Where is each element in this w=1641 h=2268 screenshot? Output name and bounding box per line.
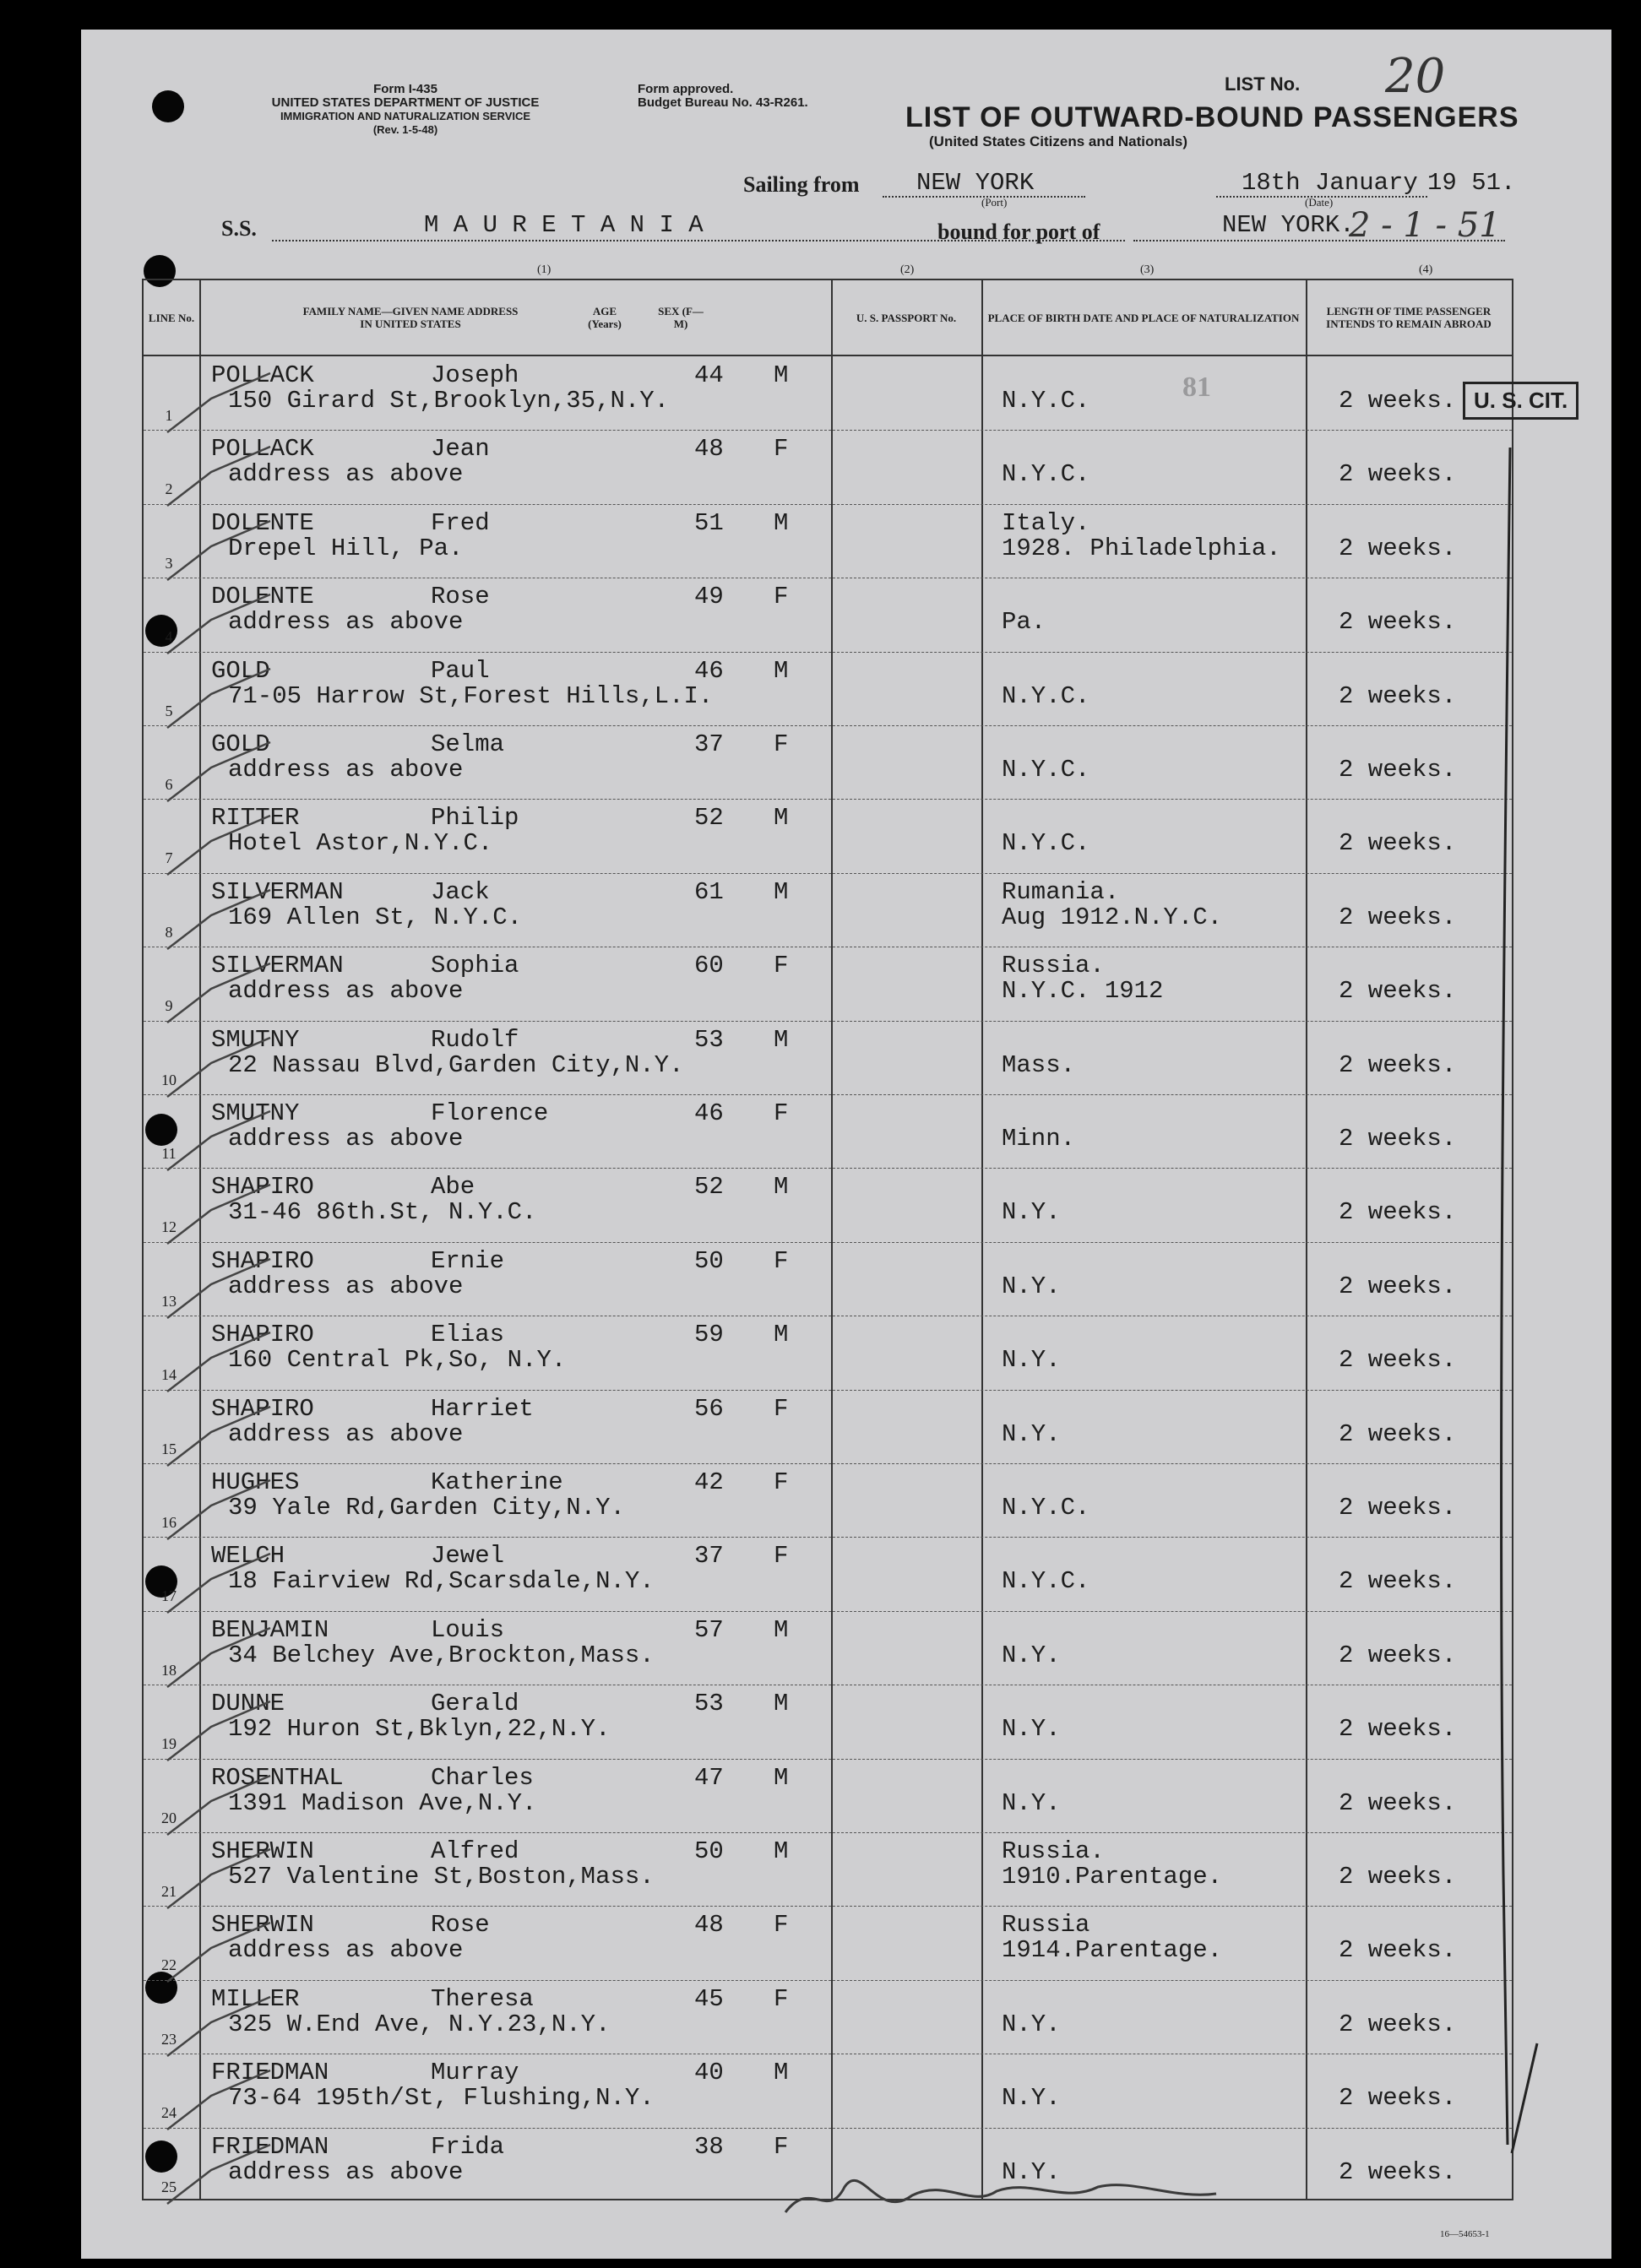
sex: M xyxy=(774,1615,789,1644)
birth-detail: Aug 1912.N.Y.C. xyxy=(1002,903,1223,931)
port-caption: (Port) xyxy=(981,196,1008,209)
age: 44 xyxy=(694,361,724,389)
printer-code: 16—54653-1 xyxy=(1440,2229,1490,2239)
sex: F xyxy=(774,1542,789,1571)
birth-detail: 1914.Parentage. xyxy=(1002,1936,1223,1965)
line-number: 19 xyxy=(161,1735,177,1753)
address: address as above xyxy=(228,1125,464,1153)
length-abroad: 2 weeks. xyxy=(1339,1641,1457,1669)
service: IMMIGRATION AND NATURALIZATION SERVICE xyxy=(280,110,531,122)
header-line-no: LINE No. xyxy=(144,280,199,356)
length-abroad: 2 weeks. xyxy=(1339,1936,1457,1965)
age: 37 xyxy=(694,1542,724,1571)
table-row xyxy=(144,1685,1512,1759)
family-name: FRIEDMAN xyxy=(211,2132,329,2161)
sex: M xyxy=(774,804,789,833)
given-name: Rose xyxy=(431,583,490,611)
length-abroad: 2 weeks. xyxy=(1339,1346,1457,1375)
table-row xyxy=(144,799,1512,873)
document-subtitle: (United States Citizens and Nationals) xyxy=(929,133,1188,149)
address: Hotel Astor,N.Y.C. xyxy=(228,829,493,858)
sex: M xyxy=(774,2059,789,2087)
table-row xyxy=(144,1759,1512,1833)
sex: F xyxy=(774,1911,789,1940)
age: 53 xyxy=(694,1025,724,1054)
address: 325 W.End Ave, N.Y.23,N.Y. xyxy=(228,2010,611,2038)
family-name: HUGHES xyxy=(211,1468,300,1496)
table-row xyxy=(144,356,1512,431)
sailing-date: 18th January xyxy=(1242,169,1418,197)
birth-place: Russia. xyxy=(1002,952,1105,980)
address: address as above xyxy=(228,1936,464,1965)
sailing-label: Sailing from xyxy=(743,172,860,197)
line-number: 12 xyxy=(161,1218,177,1236)
given-name: Jean xyxy=(431,435,490,464)
bound-port: NEW YORK. xyxy=(1222,211,1355,239)
age: 38 xyxy=(694,2132,724,2161)
age: 50 xyxy=(694,1246,724,1275)
birth-detail: N.Y. xyxy=(1002,1715,1061,1744)
line-number: 15 xyxy=(161,1440,177,1457)
address: address as above xyxy=(228,608,464,637)
birth-detail: N.Y. xyxy=(1002,1272,1061,1300)
table-row xyxy=(144,1832,1512,1907)
date-caption: (Date) xyxy=(1305,196,1334,209)
family-name: SILVERMAN xyxy=(211,952,344,980)
sex: M xyxy=(774,361,789,389)
address: 169 Allen St, N.Y.C. xyxy=(228,903,523,931)
age: 46 xyxy=(694,1099,724,1127)
length-abroad: 2 weeks. xyxy=(1339,903,1457,931)
given-name: Charles xyxy=(431,1763,534,1792)
birth-detail: N.Y. xyxy=(1002,1419,1061,1448)
line-number: 5 xyxy=(165,702,173,719)
birth-detail: N.Y.C. xyxy=(1002,1567,1090,1596)
given-name: Selma xyxy=(431,730,505,758)
family-name: SILVERMAN xyxy=(211,877,344,906)
family-name: POLLACK xyxy=(211,361,314,389)
birth-detail: N.Y. xyxy=(1002,1788,1061,1817)
address: 73-64 195th/St, Flushing,N.Y. xyxy=(228,2084,655,2113)
length-abroad: 2 weeks. xyxy=(1339,387,1457,415)
age: 56 xyxy=(694,1394,724,1423)
birth-place: Russia xyxy=(1002,1911,1090,1940)
given-name: Rose xyxy=(431,1911,490,1940)
address: 192 Huron St,Bklyn,22,N.Y. xyxy=(228,1715,611,1744)
given-name: Jewel xyxy=(431,1542,505,1571)
line-number: 24 xyxy=(161,2104,177,2122)
faint-mark-81: 81 xyxy=(1182,372,1211,403)
table-row xyxy=(144,873,1512,947)
age: 61 xyxy=(694,877,724,906)
birth-detail: N.Y.C. xyxy=(1002,387,1090,415)
sex: M xyxy=(774,1173,789,1202)
family-name: SHAPIRO xyxy=(211,1394,314,1423)
table-row xyxy=(144,1906,1512,1980)
sex: F xyxy=(774,1394,789,1423)
family-name: WELCH xyxy=(211,1542,285,1571)
birth-detail: N.Y. xyxy=(1002,1198,1061,1227)
given-name: Theresa xyxy=(431,1984,534,2013)
col-num-4: (4) xyxy=(1419,263,1433,276)
length-abroad: 2 weeks. xyxy=(1339,1198,1457,1227)
birth-detail: N.Y.C. xyxy=(1002,460,1090,489)
list-label: LIST No. xyxy=(1225,73,1301,95)
length-abroad: 2 weeks. xyxy=(1339,1567,1457,1596)
length-abroad: 2 weeks. xyxy=(1339,1863,1457,1891)
length-abroad: 2 weeks. xyxy=(1339,1050,1457,1079)
given-name: Frida xyxy=(431,2132,505,2161)
line-number: 9 xyxy=(165,997,173,1015)
family-name: SHAPIRO xyxy=(211,1246,314,1275)
given-name: Florence xyxy=(431,1099,549,1127)
given-name: Rudolf xyxy=(431,1025,519,1054)
sailing-port: NEW YORK xyxy=(916,169,1035,197)
given-name: Katherine xyxy=(431,1468,563,1496)
address: address as above xyxy=(228,1272,464,1300)
sex: M xyxy=(774,1763,789,1792)
sex: F xyxy=(774,1246,789,1275)
col-num-3: (3) xyxy=(1140,263,1155,276)
address: 31-46 86th.St, N.Y.C. xyxy=(228,1198,537,1227)
header-birth: PLACE OF BIRTH DATE AND PLACE OF NATURALIZATION xyxy=(981,280,1306,356)
table-row xyxy=(144,1242,1512,1316)
address: 71-05 Harrow St,Forest Hills,L.I. xyxy=(228,681,714,710)
length-abroad: 2 weeks. xyxy=(1339,977,1457,1006)
sex: F xyxy=(774,435,789,464)
line-number: 21 xyxy=(161,1883,177,1900)
address: address as above xyxy=(228,460,464,489)
birth-detail: 1928. Philadelphia. xyxy=(1002,534,1281,562)
table-row xyxy=(144,1537,1512,1611)
sex: F xyxy=(774,1099,789,1127)
table-row xyxy=(144,1611,1512,1685)
birth-detail: N.Y.C. 1912 xyxy=(1002,977,1164,1006)
birth-place: Rumania. xyxy=(1002,877,1120,906)
birth-place: Italy. xyxy=(1002,508,1090,537)
col-num-2: (2) xyxy=(900,263,915,276)
table-row xyxy=(144,1463,1512,1538)
bound-note: 2 - 1 - 51 xyxy=(1349,206,1501,245)
margin-check-line xyxy=(1486,439,1554,2212)
sex: M xyxy=(774,656,789,685)
table-row xyxy=(144,1021,1512,1095)
table-row xyxy=(144,504,1512,578)
sex: F xyxy=(774,1984,789,2013)
sex: M xyxy=(774,1321,789,1349)
family-name: BENJAMIN xyxy=(211,1615,329,1644)
family-name: FRIEDMAN xyxy=(211,2059,329,2087)
length-abroad: 2 weeks. xyxy=(1339,1272,1457,1300)
us-citizen-stamp: U. S. CIT. xyxy=(1463,382,1579,420)
address: 160 Central Pk,So, N.Y. xyxy=(228,1346,567,1375)
line-number: 2 xyxy=(165,480,173,498)
length-abroad: 2 weeks. xyxy=(1339,1125,1457,1153)
table-row xyxy=(144,2054,1512,2128)
family-name: SMUTNY xyxy=(211,1099,300,1127)
age: 51 xyxy=(694,508,724,537)
table-row xyxy=(144,652,1512,726)
line-number: 20 xyxy=(161,1809,177,1826)
address: 22 Nassau Blvd,Garden City,N.Y. xyxy=(228,1050,684,1079)
age: 37 xyxy=(694,730,724,758)
address: 39 Yale Rd,Garden City,N.Y. xyxy=(228,1494,625,1522)
family-name: GOLD xyxy=(211,730,270,758)
age: 57 xyxy=(694,1615,724,1644)
table-row xyxy=(144,1168,1512,1242)
length-abroad: 2 weeks. xyxy=(1339,756,1457,784)
sex: F xyxy=(774,1468,789,1496)
family-name: SHAPIRO xyxy=(211,1321,314,1349)
sex: F xyxy=(774,952,789,980)
birth-detail: Pa. xyxy=(1002,608,1046,637)
age: 40 xyxy=(694,2059,724,2087)
line-number: 3 xyxy=(165,554,173,572)
given-name: Gerald xyxy=(431,1690,519,1718)
length-abroad: 2 weeks. xyxy=(1339,608,1457,637)
table-row xyxy=(144,1094,1512,1169)
birth-detail: 1910.Parentage. xyxy=(1002,1863,1223,1891)
length-abroad: 2 weeks. xyxy=(1339,1419,1457,1448)
address: address as above xyxy=(228,1419,464,1448)
form-approval xyxy=(638,83,808,110)
family-name: SHERWIN xyxy=(211,1837,314,1865)
sex: M xyxy=(774,1690,789,1718)
table-row xyxy=(144,1316,1512,1390)
length-abroad: 2 weeks. xyxy=(1339,1715,1457,1744)
family-name: DOLENTE xyxy=(211,583,314,611)
address: 34 Belchey Ave,Brockton,Mass. xyxy=(228,1641,655,1669)
family-name: SHAPIRO xyxy=(211,1173,314,1202)
age: 52 xyxy=(694,804,724,833)
sailing-year: 19 51. xyxy=(1427,169,1516,197)
line-number: 7 xyxy=(165,849,173,867)
line-number: 23 xyxy=(161,2030,177,2048)
family-name: GOLD xyxy=(211,656,270,685)
length-abroad: 2 weeks. xyxy=(1339,2157,1457,2186)
given-name: Jack xyxy=(431,877,490,906)
birth-detail: N.Y.C. xyxy=(1002,829,1090,858)
line-number: 10 xyxy=(161,1071,177,1088)
age: 48 xyxy=(694,435,724,464)
given-name: Alfred xyxy=(431,1837,519,1865)
sex: F xyxy=(774,730,789,758)
birth-detail: N.Y. xyxy=(1002,2010,1061,2038)
family-name: DOLENTE xyxy=(211,508,314,537)
header-age: AGE (Years) xyxy=(588,305,622,330)
family-name: DUNNE xyxy=(211,1690,285,1718)
given-name: Murray xyxy=(431,2059,519,2087)
birth-detail: Mass. xyxy=(1002,1050,1076,1079)
sex: M xyxy=(774,508,789,537)
address: 527 Valentine St,Boston,Mass. xyxy=(228,1863,655,1891)
address: 150 Girard St,Brooklyn,35,N.Y. xyxy=(228,387,670,415)
age: 49 xyxy=(694,583,724,611)
line-number: 11 xyxy=(161,1145,177,1162)
form-header-left xyxy=(211,83,600,137)
line-number: 8 xyxy=(165,923,173,941)
length-abroad: 2 weeks. xyxy=(1339,2010,1457,2038)
table-row xyxy=(144,947,1512,1021)
age: 47 xyxy=(694,1763,724,1792)
header-name-text: FAMILY NAME—GIVEN NAME ADDRESS IN UNITED STATES xyxy=(302,305,519,330)
line-number: 17 xyxy=(161,1587,177,1605)
department: UNITED STATES DEPARTMENT OF JUSTICE xyxy=(271,95,540,110)
birth-detail: N.Y. xyxy=(1002,1641,1061,1669)
given-name: Elias xyxy=(431,1321,505,1349)
length-abroad: 2 weeks. xyxy=(1339,1788,1457,1817)
age: 48 xyxy=(694,1911,724,1940)
list-number: 20 xyxy=(1385,49,1446,104)
header-name xyxy=(199,280,831,356)
length-abroad: 2 weeks. xyxy=(1339,534,1457,562)
form-number: Form I-435 xyxy=(373,82,437,96)
address: address as above xyxy=(228,977,464,1006)
length-abroad: 2 weeks. xyxy=(1339,1494,1457,1522)
line-number: 4 xyxy=(165,628,173,646)
family-name: SHERWIN xyxy=(211,1911,314,1940)
address: 1391 Madison Ave,N.Y. xyxy=(228,1788,537,1817)
age: 60 xyxy=(694,952,724,980)
approved-text: Form approved. xyxy=(638,82,734,96)
family-name: MILLER xyxy=(211,1984,300,2013)
given-name: Joseph xyxy=(431,361,519,389)
punch-hole xyxy=(152,90,184,122)
birth-detail: N.Y. xyxy=(1002,2157,1061,2186)
check-mark xyxy=(160,2136,279,2212)
birth-detail: N.Y. xyxy=(1002,2084,1061,2113)
line-number: 25 xyxy=(161,2178,177,2195)
given-name: Fred xyxy=(431,508,490,537)
family-name: RITTER xyxy=(211,804,300,833)
table-row xyxy=(144,430,1512,504)
bound-label: bound for port of xyxy=(937,220,1100,244)
age: 53 xyxy=(694,1690,724,1718)
sailing-line xyxy=(743,169,1554,209)
length-abroad: 2 weeks. xyxy=(1339,681,1457,710)
given-name: Harriet xyxy=(431,1394,534,1423)
birth-detail: N.Y.C. xyxy=(1002,756,1090,784)
table-row xyxy=(144,725,1512,800)
sex: M xyxy=(774,1837,789,1865)
given-name: Louis xyxy=(431,1615,505,1644)
family-name: ROSENTHAL xyxy=(211,1763,344,1792)
birth-detail: N.Y.C. xyxy=(1002,1494,1090,1522)
birth-place: Russia. xyxy=(1002,1837,1105,1865)
age: 50 xyxy=(694,1837,724,1865)
age: 52 xyxy=(694,1173,724,1202)
ship-name: M A U R E T A N I A xyxy=(424,211,704,239)
age: 46 xyxy=(694,656,724,685)
length-abroad: 2 weeks. xyxy=(1339,2084,1457,2113)
family-name: POLLACK xyxy=(211,435,314,464)
line-number: 1 xyxy=(165,407,173,424)
address: address as above xyxy=(228,2157,464,2186)
family-name: SMUTNY xyxy=(211,1025,300,1054)
length-abroad: 2 weeks. xyxy=(1339,829,1457,858)
birth-detail: N.Y.C. xyxy=(1002,681,1090,710)
ship-line xyxy=(221,206,1556,245)
budget-text: Budget Bureau No. 43-R261. xyxy=(638,95,808,110)
passenger-table xyxy=(142,279,1513,2200)
document-title: LIST OF OUTWARD-BOUND PASSENGERS xyxy=(905,101,1519,133)
line-number: 16 xyxy=(161,1514,177,1531)
ss-label: S.S. xyxy=(221,216,257,241)
sex: M xyxy=(774,1025,789,1054)
sex: M xyxy=(774,877,789,906)
birth-detail: N.Y. xyxy=(1002,1346,1061,1375)
address: Drepel Hill, Pa. xyxy=(228,534,464,562)
age: 59 xyxy=(694,1321,724,1349)
address: 18 Fairview Rd,Scarsdale,N.Y. xyxy=(228,1567,655,1596)
revision: (Rev. 1-5-48) xyxy=(372,123,438,136)
length-abroad: 2 weeks. xyxy=(1339,460,1457,489)
table-row xyxy=(144,578,1512,652)
age: 42 xyxy=(694,1468,724,1496)
col-num-1: (1) xyxy=(537,263,552,276)
age: 45 xyxy=(694,1984,724,2013)
header-sex: SEX (F—M) xyxy=(658,305,704,330)
line-number: 22 xyxy=(161,1956,177,1974)
given-name: Sophia xyxy=(431,952,519,980)
line-number: 6 xyxy=(165,776,173,793)
given-name: Ernie xyxy=(431,1246,505,1275)
line-number: 14 xyxy=(161,1366,177,1384)
address: address as above xyxy=(228,756,464,784)
given-name: Abe xyxy=(431,1173,475,1202)
line-number: 18 xyxy=(161,1661,177,1679)
given-name: Paul xyxy=(431,656,490,685)
table-row xyxy=(144,1390,1512,1464)
sex: F xyxy=(774,583,789,611)
birth-detail: Minn. xyxy=(1002,1125,1076,1153)
line-number: 13 xyxy=(161,1292,177,1310)
given-name: Philip xyxy=(431,804,519,833)
signature xyxy=(777,2162,1284,2229)
sex: F xyxy=(774,2132,789,2161)
header-passport: U. S. PASSPORT No. xyxy=(831,280,981,356)
header-length: LENGTH OF TIME PASSENGER INTENDS TO REMAIN ABROAD xyxy=(1306,280,1512,356)
table-row xyxy=(144,1980,1512,2054)
